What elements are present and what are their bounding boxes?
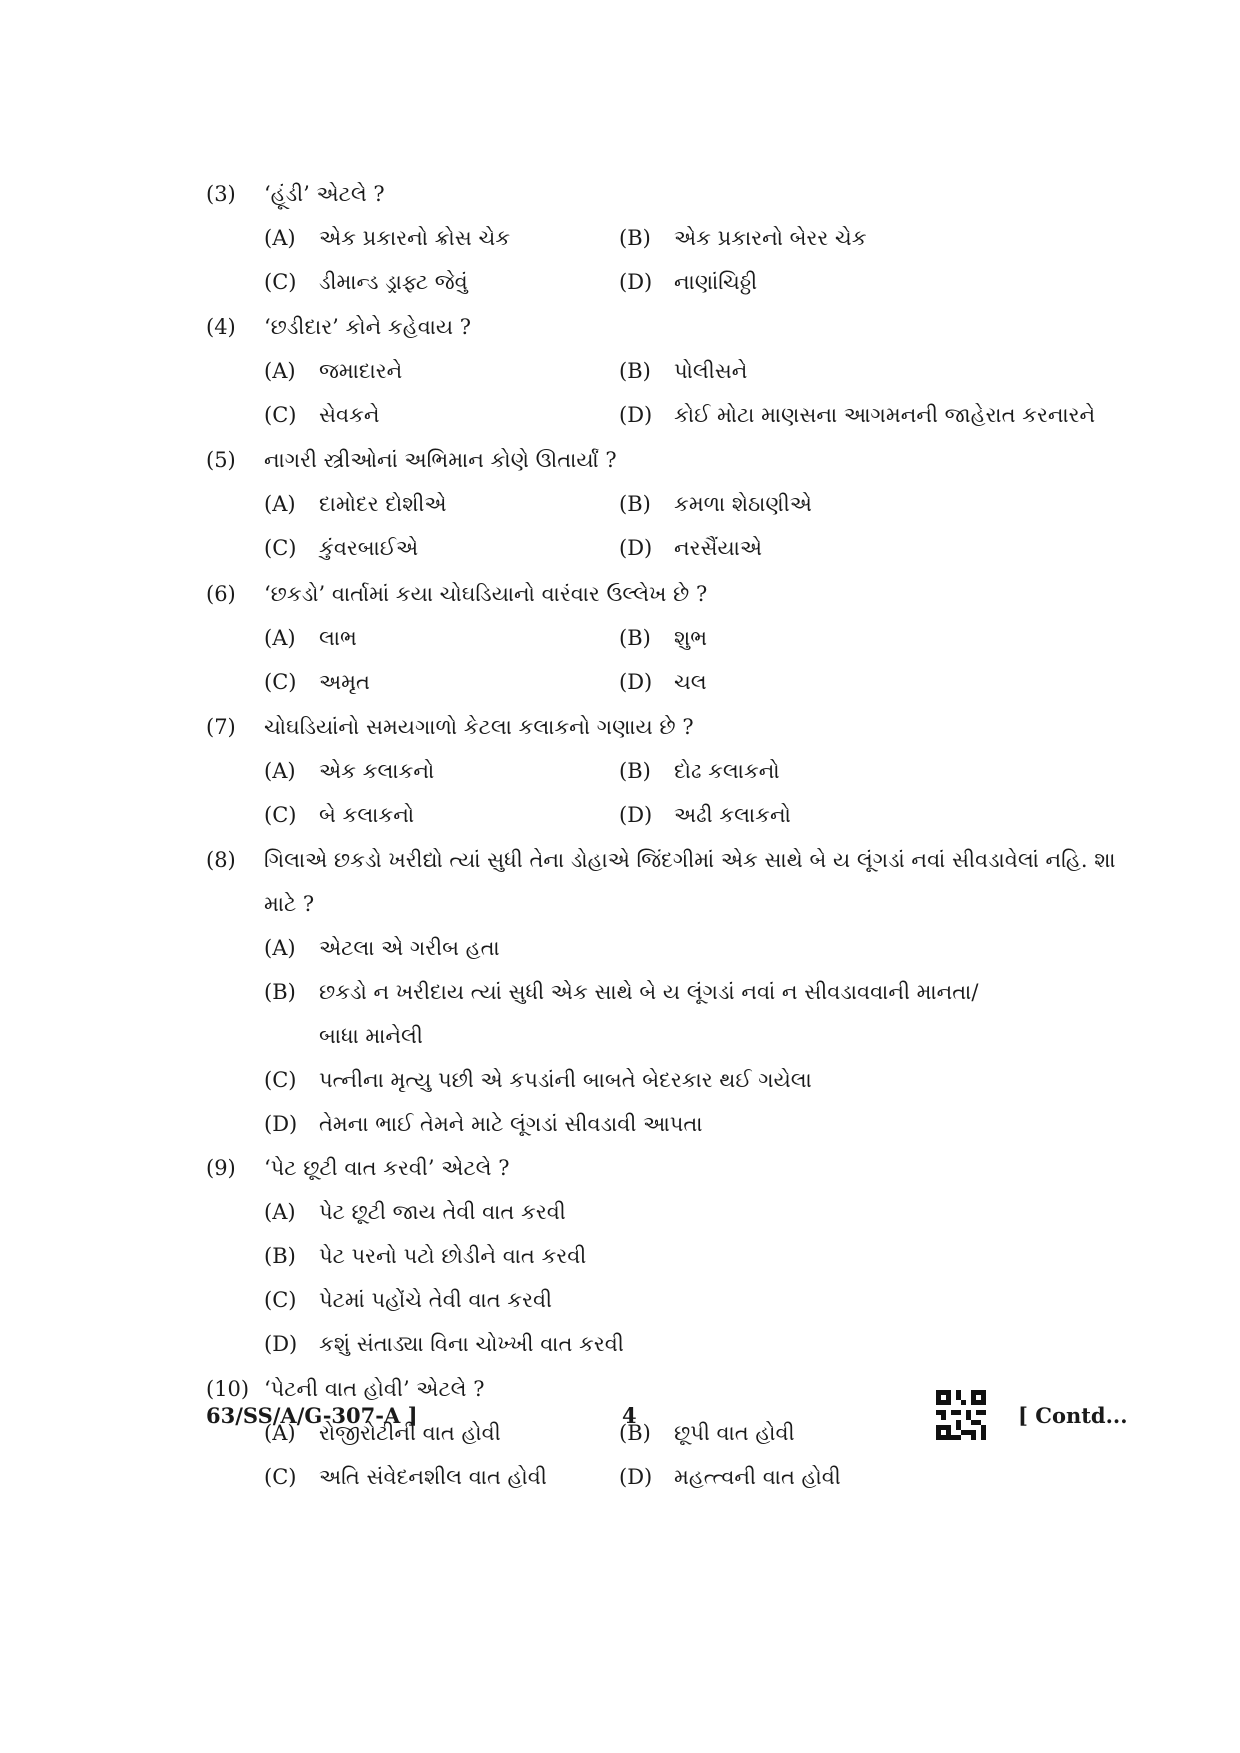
- question-text: ‘છકડો’ વાર્તામાં કયા ચોઘડિયાનો વારંવાર ઉલ્લેખ છે ?: [264, 582, 708, 606]
- option-text: લાભ: [319, 626, 357, 650]
- option-c: [264, 1455, 547, 1499]
- option-letter: (A): [264, 226, 296, 250]
- option-text: પેટ છૂટી જાય તેવી વાત કરવી: [319, 1200, 566, 1224]
- option-b: [619, 749, 780, 793]
- option-text: એક પ્રકારનો ક્રોસ ચેક: [319, 226, 511, 250]
- option-letter: (A): [264, 936, 296, 960]
- option-letter: (A): [264, 626, 296, 650]
- options-row: [206, 482, 1146, 526]
- option-text: દોઢ કલાકનો: [674, 759, 780, 783]
- option-letter: (D): [619, 270, 653, 294]
- option-d: [619, 260, 757, 304]
- options-row: [206, 526, 1146, 570]
- option-text: અતિ સંવેદનશીલ વાત હોવી: [319, 1465, 547, 1489]
- option-d: [619, 660, 707, 704]
- option-letter: (D): [619, 403, 653, 427]
- option-letter: (C): [264, 670, 297, 694]
- option-text: મહત્ત્વની વાત હોવી: [674, 1465, 841, 1489]
- question-text: ‘હૂંડી’ એટલે ?: [264, 182, 385, 206]
- question-3: [206, 172, 1146, 304]
- question-4: [206, 305, 1146, 437]
- option-a: [264, 216, 510, 260]
- question-number: (5): [206, 448, 236, 472]
- option-letter: (B): [619, 1421, 651, 1445]
- question-number: (9): [206, 1156, 236, 1180]
- option-b: [619, 482, 812, 526]
- question-number: (7): [206, 715, 236, 739]
- question-text: ચોઘડિયાંનો સમયગાળો કેટલા કલાકનો ગણાય છે ?: [264, 715, 694, 739]
- question-6: [206, 572, 1146, 704]
- question-text: ‘પેટ છૂટી વાત કરવી’ એટલે ?: [264, 1156, 510, 1180]
- option-letter: (B): [619, 359, 651, 383]
- option-text: ડીમાન્ડ ડ્રાફ્ટ જેવું: [319, 270, 468, 294]
- question-number: (10): [206, 1377, 250, 1401]
- options-row: [206, 793, 1146, 837]
- question-number: (3): [206, 182, 236, 206]
- question-header: [206, 172, 1146, 216]
- option-letter: (A): [264, 359, 296, 383]
- option-a: [264, 482, 447, 526]
- option-d: [619, 793, 791, 837]
- option-c: [264, 526, 418, 570]
- question-7: [206, 705, 1146, 837]
- options-row: [206, 260, 1146, 304]
- option-c: [206, 1278, 1146, 1322]
- option-text: સેવકને: [319, 403, 380, 427]
- option-text: જમાદારને: [319, 359, 403, 383]
- option-text: પેટમાં પહોંચે તેવી વાત કરવી: [319, 1288, 553, 1312]
- question-header: [206, 572, 1146, 616]
- option-d: [206, 1322, 1146, 1366]
- option-text: કશું સંતાડ્યા વિના ચોખ્ખી વાત કરવી: [319, 1332, 624, 1356]
- option-text: પોલીસને: [674, 359, 748, 383]
- question-text: ‘છડીદાર’ કોને કહેવાય ?: [264, 315, 472, 339]
- option-letter: (B): [619, 226, 651, 250]
- option-b: [206, 1234, 1146, 1278]
- question-text: ‘પેટની વાત હોવી’ એટલે ?: [264, 1377, 485, 1401]
- options-row: [206, 660, 1146, 704]
- option-text: પત્નીના મૃત્યુ પછી એ કપડાંની બાબતે બેદરકાર થઈ ગયેલા: [319, 1068, 812, 1092]
- question-text: નાગરી સ્ત્રીઓનાં અભિમાન કોણે ઊતાર્યાં ?: [264, 448, 617, 472]
- option-letter: (A): [264, 1421, 296, 1445]
- option-letter: (B): [619, 492, 651, 516]
- option-text: કોઈ મોટા માણસના આગમનની જાહેરાત કરનારને: [674, 403, 1096, 427]
- option-letter: (C): [264, 803, 297, 827]
- option-letter: (B): [264, 980, 296, 1004]
- option-text: અઢી કલાકનો: [674, 803, 791, 827]
- option-letter: (B): [264, 1244, 296, 1268]
- option-b: [619, 349, 747, 393]
- option-text: પેટ પરનો પટો છોડીને વાત કરવી: [319, 1244, 587, 1268]
- option-c: [264, 660, 370, 704]
- question-header: [206, 1146, 1146, 1190]
- option-letter: (C): [264, 270, 297, 294]
- option-text: એક કલાકનો: [319, 759, 435, 783]
- question-number: (6): [206, 582, 236, 606]
- question-text: ગિલાએ છકડો ખરીદ્યો ત્યાં સુધી તેના ડોહાએ જિંદગીમાં એક સાથે બે ય લૂંગડાં નવાં સીવડાવેલાં નહિ. શા માટે ?: [264, 848, 1116, 916]
- question-9: [206, 1146, 1146, 1366]
- option-text: છૂપી વાત હોવી: [674, 1421, 795, 1445]
- option-d: [619, 526, 762, 570]
- option-a: [264, 749, 434, 793]
- option-text: દામોદર દોશીએ: [319, 492, 447, 516]
- option-text: એટલા એ ગરીબ હતા: [319, 936, 500, 960]
- option-text: શુભ: [674, 626, 707, 650]
- option-letter: (A): [264, 759, 296, 783]
- option-d: [619, 393, 1095, 437]
- page-footer: [0, 1396, 1240, 1436]
- option-letter: (D): [264, 1112, 298, 1136]
- option-letter: (D): [619, 536, 653, 560]
- question-number: (8): [206, 848, 236, 872]
- question-number: (4): [206, 315, 236, 339]
- options-row: [206, 349, 1146, 393]
- option-letter: (C): [264, 1465, 297, 1489]
- option-d: [619, 1455, 841, 1499]
- option-letter: (D): [619, 670, 653, 694]
- continued-label: [ Contd...: [1018, 1403, 1128, 1428]
- question-header: [206, 438, 1146, 482]
- option-letter: (C): [264, 1068, 297, 1092]
- question-5: [206, 438, 1146, 570]
- options-row: [206, 393, 1146, 437]
- option-b: [619, 216, 867, 260]
- option-text: કમળા શેઠાણીએ: [674, 492, 812, 516]
- option-letter: (B): [619, 626, 651, 650]
- option-text: બે કલાકનો: [319, 803, 415, 827]
- options-row: [206, 749, 1146, 793]
- option-c: [264, 793, 414, 837]
- options-row: [206, 1455, 1146, 1499]
- option-a: [264, 616, 357, 660]
- option-b: [619, 616, 707, 660]
- option-text: નાણાંચિઠ્ઠી: [674, 270, 758, 294]
- option-c: [206, 1058, 1146, 1102]
- option-a: [264, 349, 402, 393]
- option-letter: (C): [264, 536, 297, 560]
- option-b: [206, 970, 999, 1058]
- question-header: [206, 705, 1146, 749]
- option-text: તેમના ભાઈ તેમને માટે લૂંગડાં સીવડાવી આપતા: [319, 1112, 703, 1136]
- options-row: [206, 216, 1146, 260]
- qr-code-icon: [936, 1390, 986, 1440]
- option-text: કુંવરબાઈએ: [319, 536, 419, 560]
- option-c: [264, 260, 468, 304]
- option-a: [206, 1190, 1146, 1234]
- option-text: અમૃત: [319, 670, 370, 694]
- option-text: એક પ્રકારનો બેરર ચેક: [674, 226, 867, 250]
- options-row: [206, 616, 1146, 660]
- option-text: છકડો ન ખરીદાય ત્યાં સુધી એક સાથે બે ય લૂંગડાં નવાં ન સીવડાવવાની માનતા/બાધા માનેલી: [319, 980, 979, 1048]
- option-letter: (A): [264, 1200, 296, 1224]
- option-letter: (C): [264, 403, 297, 427]
- option-letter: (C): [264, 1288, 297, 1312]
- question-header: [206, 305, 1146, 349]
- option-letter: (D): [619, 1465, 653, 1489]
- option-a: [206, 926, 1146, 970]
- option-letter: (D): [619, 803, 653, 827]
- paper-code: 63/SS/A/G-307-A ]: [206, 1403, 418, 1428]
- page-number: 4: [622, 1403, 637, 1428]
- option-letter: (A): [264, 492, 296, 516]
- question-8: [206, 838, 1146, 1146]
- option-c: [264, 393, 380, 437]
- option-text: નરસૈંયાએ: [674, 536, 763, 560]
- question-header: [206, 838, 1146, 926]
- option-text: રોજીરોટીની વાત હોવી: [319, 1421, 501, 1445]
- option-letter: (D): [264, 1332, 298, 1356]
- option-text: ચલ: [674, 670, 707, 694]
- option-letter: (B): [619, 759, 651, 783]
- option-d: [206, 1102, 1146, 1146]
